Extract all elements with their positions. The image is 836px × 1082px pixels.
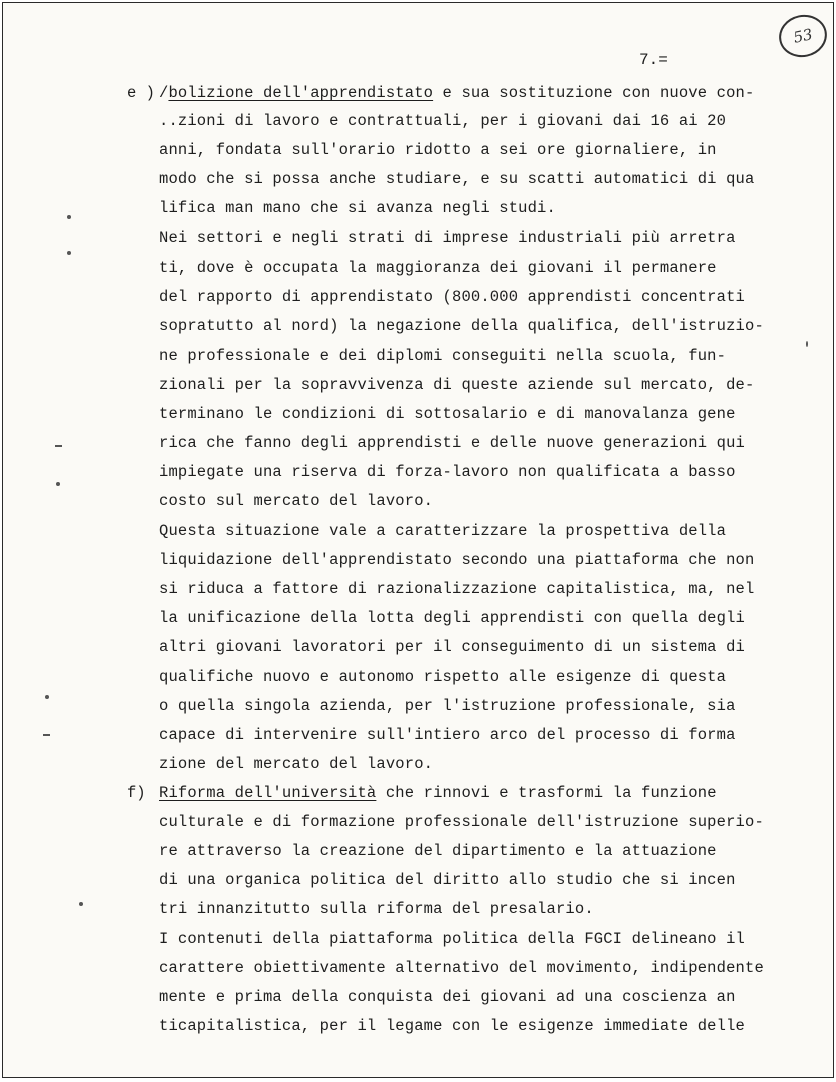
item-e-first-line-rest: e sua sostituzione con nuove con- [433, 84, 755, 102]
text-line: la unificazione della lotta degli apprendisti con quella degli [159, 609, 745, 627]
archive-stamp [775, 10, 831, 61]
text-line: zione del mercato del lavoro. [159, 755, 434, 773]
text-line: mente e prima della conquista dei giovani ad una coscienza an [159, 988, 736, 1006]
margin-mark [45, 695, 49, 699]
margin-mark [67, 215, 71, 219]
margin-mark [55, 445, 62, 447]
margin-mark [67, 251, 71, 255]
text-line: terminano le condizioni di sottosalario e di manovalanza gene [159, 405, 736, 423]
page-number: 7.= [639, 51, 668, 69]
text-line: qualifiche nuovo e autonomo rispetto alle esigenze di questa [159, 668, 727, 686]
text-line: tri innanzitutto sulla riforma del presalario. [159, 900, 594, 918]
text-line: zionali per la sopravvivenza di queste aziende sul mercato, de- [159, 376, 755, 394]
text-line: o quella singola azienda, per l'istruzione professionale, sia [159, 697, 736, 715]
text-line: impiegate una riserva di forza-lavoro non qualificata a basso [159, 463, 736, 481]
item-f-marker: f) [127, 784, 146, 802]
item-f-first-line-rest: che rinnovi e trasformi la funzione [376, 784, 717, 802]
document-page [2, 2, 834, 1078]
item-f-title: Riforma dell'università [159, 784, 377, 802]
text-line: Nei settori e negli strati di imprese industriali più arretra [159, 229, 736, 247]
item-e-title: bolizione dell'apprendistato [168, 84, 434, 102]
margin-mark [56, 482, 60, 486]
text-line: re attraverso la creazione del dipartimento e la attuazione [159, 842, 717, 860]
item-e-marker: e ) [127, 84, 155, 102]
text-line: culturale e di formazione professionale dell'istruzione superio- [159, 813, 764, 831]
text-line: rica che fanno degli apprendisti e delle nuove generazioni qui [159, 434, 745, 452]
margin-mark [806, 341, 808, 347]
item-f-first-line [159, 783, 717, 803]
item-e-first-line [159, 83, 754, 103]
margin-mark [79, 902, 83, 906]
text-line: lifica man mano che si avanza negli studi. [159, 199, 556, 217]
text-line: I contenuti della piattaforma politica della FGCI delineano il [159, 930, 745, 948]
text-line: altri giovani lavoratori per il conseguimento di un sistema di [159, 638, 745, 656]
text-line: si riduca a fattore di razionalizzazione capitalistica, ma, nel [159, 580, 755, 598]
text-line: capace di intervenire sull'intiero arco del processo di forma [159, 726, 736, 744]
text-line: liquidazione dell'apprendistato secondo una piattaforma che non [159, 551, 755, 569]
text-line: del rapporto di apprendistato (800.000 apprendisti concentrati [159, 288, 745, 306]
text-line: ne professionale e dei diplomi conseguiti nella scuola, fun- [159, 347, 727, 365]
text-line: ti, dove è occupata la maggioranza dei giovani il permanere [159, 259, 717, 277]
text-line: di una organica politica del diritto allo studio che si incen [159, 871, 736, 889]
text-line: ..zioni di lavoro e contrattuali, per i giovani dai 16 ai 20 [159, 112, 727, 130]
item-e-title-prefix: / [159, 84, 169, 102]
text-line: costo sul mercato del lavoro. [159, 492, 434, 510]
text-line: ticapitalistica, per il legame con le esigenze immediate delle [159, 1017, 745, 1035]
text-line: anni, fondata sull'orario ridotto a sei ore giornaliere, in [159, 141, 717, 159]
stamp-label: 53 [791, 25, 815, 47]
text-line: sopratutto al nord) la negazione della qualifica, dell'istruzio- [159, 317, 764, 335]
margin-mark [43, 734, 50, 736]
text-line: Questa situazione vale a caratterizzare la prospettiva della [159, 522, 727, 540]
text-line: modo che si possa anche studiare, e su scatti automatici di qua [159, 170, 755, 188]
text-line: carattere obiettivamente alternativo del movimento, indipendente [159, 959, 764, 977]
